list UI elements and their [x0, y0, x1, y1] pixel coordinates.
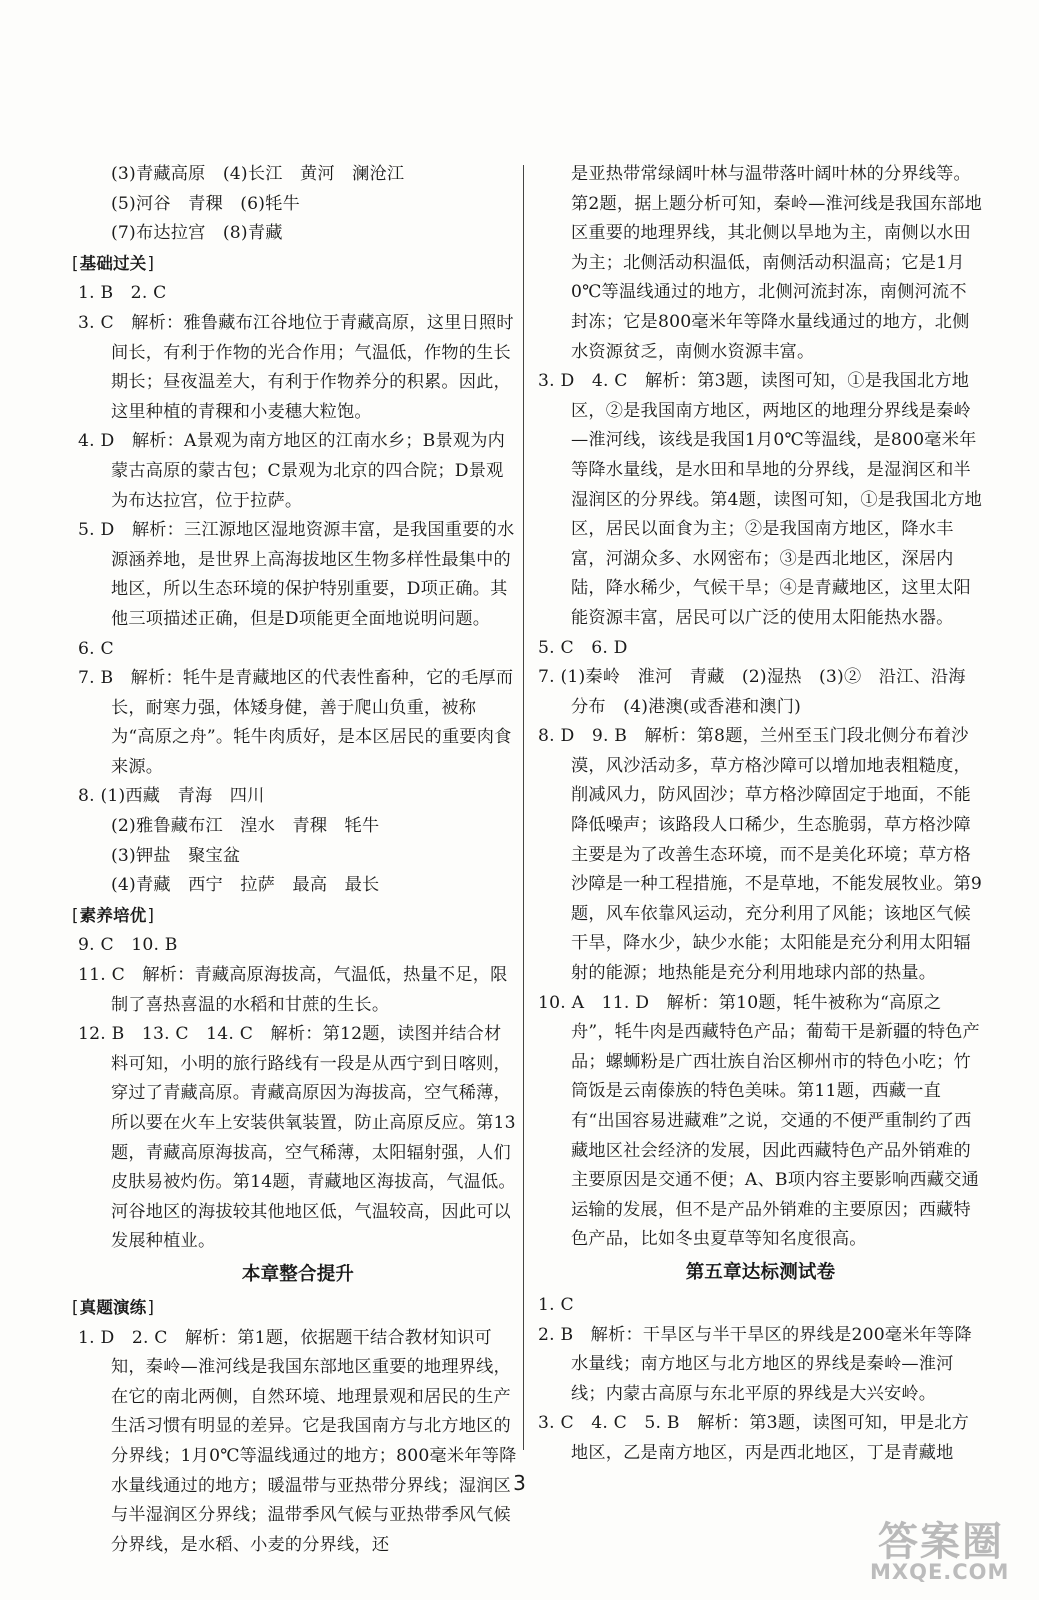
- section-label-zhenti: [ 真题演练 ]: [72, 1293, 154, 1323]
- section-label-suyang: [ 素养培优 ]: [72, 901, 154, 931]
- answer-item: 3. C 4. C 5. B 解析：第3题，读图可知，甲是北方地区，乙是南方地区，丙是西北地区，丁是青藏地: [538, 1413, 970, 1463]
- left-column: [78, 160, 518, 1560]
- answer-item: 3. C 解析：雅鲁藏布江谷地位于青藏高原，这里日照时间长，有利于作物的光合作用；气温低，作物的生长期长；昼夜温差大，有利于作物养分的积累。因此，这里种植的青稞和小麦穗大粒饱。: [78, 312, 514, 422]
- section-label-jichu: [ 基础过关 ]: [72, 249, 154, 279]
- answer-item: 7. (1)秦岭 淮河 青藏 (2)湿热 (3)② 沿江、沿海分布 (4)港澳(或香港和澳门): [538, 667, 966, 717]
- column-divider: [523, 165, 524, 1450]
- answer-subitem: (4)青藏 西宁 拉萨 最高 最长: [111, 875, 380, 896]
- right-column: [538, 160, 983, 1469]
- answer-item: 10. A 11. D 解析：第10题，牦牛被称为“高原之舟”，牦牛肉是西藏特色产品；葡萄干是新疆的特色产品；螺蛳粉是广西壮族自治区柳州市的特色小吃；竹筒饭是云南傣族的特色美味。第11题，西藏一直有“出国容易进藏难”之说，交通的不便严重制约了西藏地区社会经济的发展，因此西藏特色产品外销难的主要原因是交通不便；A、B项内容主要影响西藏交通运输的发展，但不是产品外销难的主要原因；西藏特色产品，比如冬虫夏草等知名度很高。: [538, 992, 980, 1250]
- answer-item: 1. D 2. C 解析：第1题，依据题干结合教材知识可知，秦岭—淮河线是我国东部地区重要的地理界线，在它的南北两侧，自然环境、地理景观和居民的生产生活习惯有明显的差异。它是我国南方与北方地区的分界线；1月0℃等温线通过的地方；800毫米年等降水量线通过的地方；暖温带与亚热带分界线；湿润区与半湿润区分界线；温带季风气候与亚热带季风气候分界线，是水稻、小麦的分界线，还: [78, 1327, 517, 1555]
- answer-line: (5)河谷 青稞 (6)牦牛: [111, 193, 300, 214]
- answer-item: 8. D 9. B 解析：第8题，兰州至玉门段北侧分布着沙漠，风沙活动多，草方格沙障可以增加地表粗糙度，削减风力，防风固沙；草方格沙障固定于地面，不能降低噪声；该路段人口稀少，生态脆弱，草方格沙障主要是为了改善生态环境，而不是美化环境；草方格沙障是一种工程措施，不是草地，不能发展牧业。第9题，风车依靠风运动，充分利用了风能；该地区气候干旱，降水少，缺少水能；太阳能是充分利用太阳辐射的能源；地热能是充分利用地球内部的热量。: [538, 726, 983, 984]
- page-number: 3: [513, 1471, 526, 1495]
- answer-subitem: (2)雅鲁藏布江 湟水 青稞 牦牛: [111, 816, 380, 837]
- answer-item: 4. D 解析：A景观为南方地区的江南水乡；B景观为内蒙古高原的蒙古包；C景观为北京的四合院；D景观为布达拉宫，位于拉萨。: [78, 431, 506, 511]
- watermark-logo: [870, 1510, 1035, 1595]
- answer-item: 1. C: [538, 1294, 574, 1315]
- watermark-url: MXQE.COM: [870, 1560, 1010, 1584]
- answer-item: 11. C 解析：青藏高原海拔高，气温低，热量不足，限制了喜热喜温的水稻和甘蔗的生长。: [78, 965, 508, 1015]
- answer-line: (7)布达拉宫 (8)青藏: [111, 223, 283, 244]
- answer-line: (3)青藏高原 (4)长江 黄河 澜沧江: [111, 164, 405, 184]
- watermark-logo-text: 答案圈: [878, 1519, 1004, 1565]
- answer-item: 12. B 13. C 14. C 解析：第12题，读图并结合材料可知，小明的旅行路线有一段是从西宁到日喀则，穿过了青藏高原。青藏高原因为海拔高，空气稀薄，所以要在火车上安装供氧装置，防止高原反应。第13题，青藏高原海拔高，空气稀薄，太阳辐射强，人们皮肤易被灼伤。第14题，青藏地区海拔高，气温低。河谷地区的海拔较其他地区低，气温较高，因此可以发展种植业。: [78, 1024, 516, 1252]
- answer-item: 6. C: [78, 638, 114, 659]
- answer-item: 7. B 解析：牦牛是青藏地区的代表性畜种，它的毛厚而长，耐寒力强，体矮身健，善于爬山负重，被称为“高原之舟”。牦牛肉质好，是本区居民的重要肉食来源。: [78, 668, 514, 777]
- chapter-heading: 本章整合提升: [241, 1263, 355, 1285]
- answer-item: 8. (1)西藏 青海 四川: [78, 786, 265, 807]
- answer-item: 9. C 10. B: [78, 935, 178, 956]
- answer-item: 1. B 2. C: [78, 283, 167, 304]
- answer-subitem: (3)钾盐 聚宝盆: [111, 845, 241, 866]
- answer-item: 5. D 解析：三江源地区湿地资源丰富，是我国重要的水源涵养地，是世界上高海拔地区生物多样性最集中的地区，所以生态环境的保护特别重要，D项正确。其他三项描述正确，但是D项能更全面地说明问题。: [78, 520, 515, 629]
- answer-item: 5. C 6. D: [538, 637, 628, 658]
- answer-continuation: 是亚热带常绿阔叶林与温带落叶阔叶林的分界线等。第2题，据上题分析可知，秦岭—淮河线是我国东部地区重要的地理界线，其北侧以旱地为主，南侧以水田为主；北侧活动积温低，南侧活动积温高；它是1月0℃等温线通过的地方，北侧河流封冻，南侧河流不封冻；它是800毫米年等降水量线通过的地方，北侧水资源贫乏，南侧水资源丰富。: [571, 164, 983, 362]
- answer-item: 2. B 解析：干旱区与半干旱区的界线是200毫米年等降水量线；南方地区与北方地区的界线是秦岭—淮河线；内蒙古高原与东北平原的界线是大兴安岭。: [538, 1324, 972, 1404]
- answer-item: 3. D 4. C 解析：第3题，读图可知，①是我国北方地区，②是我国南方地区，两地区的地理分界线是秦岭—淮河线，该线是我国1月0℃等温线，是800毫米年等降水量线，是水田和旱地的分界线，是湿润区和半湿润区的分界线。第4题，读图可知，①是我国北方地区，居民以面食为主；②是我国南方地区，降水丰富，河湖众多、水网密布；③是西北地区，深居内陆，降水稀少，气候干旱；④是青藏地区，这里太阳能资源丰富，居民可以广泛的使用太阳能热水器。: [538, 371, 983, 628]
- test-heading: 第五章达标测试卷: [685, 1261, 836, 1283]
